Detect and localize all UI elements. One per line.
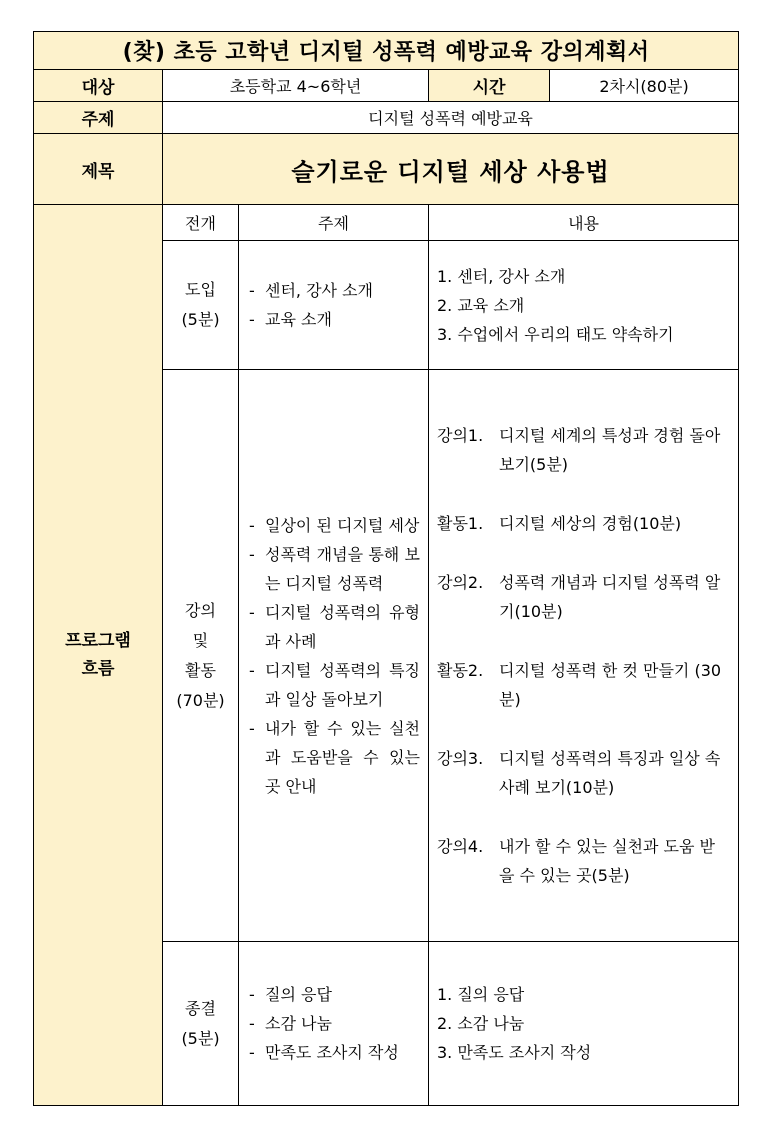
list-item: 3. 만족도 조사지 작성 bbox=[437, 1043, 592, 1062]
list-item: - 일상이 된 디지털 세상 bbox=[247, 511, 420, 540]
list-item: - 소감 나눔 bbox=[247, 1009, 420, 1038]
list-item bbox=[437, 568, 730, 626]
intro-topics bbox=[239, 241, 429, 370]
subject-value: 디지털 성폭력 예방교육 bbox=[163, 102, 739, 134]
closing-contents bbox=[429, 942, 739, 1106]
list-item: - 내가 할 수 있는 실천과 도움받을 수 있는 곳 안내 bbox=[247, 714, 420, 801]
list-item bbox=[437, 832, 730, 890]
session-key: 강의1. bbox=[437, 426, 484, 445]
column-header-stage: 전개 bbox=[163, 205, 239, 241]
target-value: 초등학교 4~6학년 bbox=[163, 70, 429, 102]
heading-label: 제목 bbox=[34, 134, 163, 205]
session-key: 활동2. bbox=[437, 661, 484, 680]
main-contents bbox=[429, 370, 739, 942]
closing-stage-duration: (5분) bbox=[181, 1028, 220, 1048]
main-stage-line1: 강의 bbox=[185, 600, 216, 620]
closing-topics bbox=[239, 942, 429, 1106]
closing-stage bbox=[163, 942, 239, 1106]
list-item: - 디지털 성폭력의 특징과 일상 돌아보기 bbox=[247, 656, 420, 714]
list-item: - 질의 응답 bbox=[247, 980, 420, 1009]
heading-value: 슬기로운 디지털 세상 사용법 bbox=[163, 134, 739, 205]
list-item bbox=[437, 656, 730, 714]
list-item: 3. 수업에서 우리의 태도 약속하기 bbox=[437, 324, 674, 344]
intro-contents bbox=[429, 241, 739, 370]
session-key: 강의2. bbox=[437, 573, 484, 592]
program-flow-label bbox=[34, 205, 163, 1106]
main-stage bbox=[163, 370, 239, 942]
session-text: 디지털 성폭력 한 컷 만들기 (30분) bbox=[499, 661, 722, 709]
list-item: - 만족도 조사지 작성 bbox=[247, 1038, 420, 1067]
list-item bbox=[437, 421, 730, 479]
closing-stage-name: 종결 bbox=[185, 998, 216, 1018]
list-item: - 교육 소개 bbox=[247, 305, 420, 334]
list-item: - 센터, 강사 소개 bbox=[247, 276, 420, 305]
subject-label: 주제 bbox=[34, 102, 163, 134]
target-label: 대상 bbox=[34, 70, 163, 102]
list-item bbox=[437, 744, 730, 802]
program-flow-label-line2: 흐름 bbox=[81, 659, 115, 679]
intro-stage bbox=[163, 241, 239, 370]
main-stage-line2: 및 bbox=[192, 630, 209, 650]
lesson-plan-document bbox=[33, 31, 738, 1108]
session-text: 내가 할 수 있는 실천과 도움 받을 수 있는 곳(5분) bbox=[499, 837, 715, 885]
document-title: (찾) 초등 고학년 디지털 성폭력 예방교육 강의계획서 bbox=[34, 32, 739, 70]
lesson-plan-table bbox=[33, 31, 739, 1106]
list-item: 2. 교육 소개 bbox=[437, 295, 525, 315]
session-text: 디지털 세상의 경험(10분) bbox=[499, 514, 682, 533]
session-text: 디지털 세계의 특성과 경험 돌아보기(5분) bbox=[499, 426, 721, 474]
session-text: 성폭력 개념과 디지털 성폭력 알기(10분) bbox=[499, 573, 721, 621]
session-text: 디지털 성폭력의 특징과 일상 속 사례 보기(10분) bbox=[499, 749, 721, 797]
list-item: - 디지털 성폭력의 유형과 사례 bbox=[247, 598, 420, 656]
program-flow-label-line1: 프로그램 bbox=[65, 631, 131, 651]
list-item: 2. 소감 나눔 bbox=[437, 1014, 525, 1033]
column-header-topic: 주제 bbox=[239, 205, 429, 241]
column-header-content: 내용 bbox=[429, 205, 739, 241]
time-value: 2차시(80분) bbox=[550, 70, 739, 102]
main-topics bbox=[239, 370, 429, 942]
session-key: 활동1. bbox=[437, 514, 484, 533]
list-item: - 성폭력 개념을 통해 보는 디지털 성폭력 bbox=[247, 540, 420, 598]
intro-stage-duration: (5분) bbox=[181, 310, 220, 329]
main-stage-duration: (70분) bbox=[176, 690, 225, 710]
session-key: 강의3. bbox=[437, 749, 484, 768]
main-stage-line3: 활동 bbox=[185, 660, 216, 680]
session-key: 강의4. bbox=[437, 837, 484, 856]
time-label: 시간 bbox=[429, 70, 550, 102]
intro-stage-name: 도입 bbox=[185, 280, 216, 299]
list-item: 1. 센터, 강사 소개 bbox=[437, 266, 566, 286]
list-item: 1. 질의 응답 bbox=[437, 985, 525, 1004]
list-item bbox=[437, 509, 730, 538]
